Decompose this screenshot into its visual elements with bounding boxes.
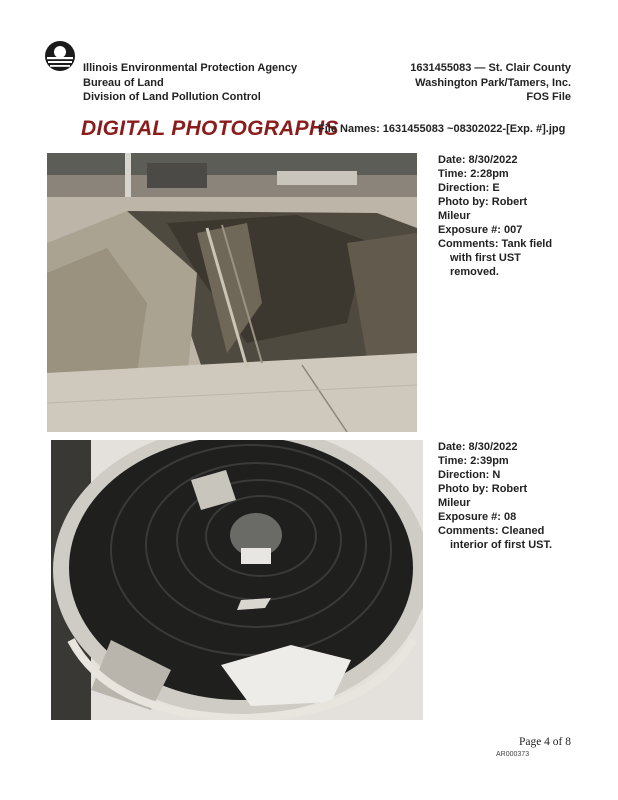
- photo-excavation: [47, 153, 417, 432]
- photo-by-name: Mileur: [438, 210, 471, 222]
- page-title: DIGITAL PHOTOGRAPHS: [81, 117, 339, 140]
- agency-logo: [44, 40, 76, 72]
- photo-comments: Comments: Cleaned: [438, 525, 545, 537]
- photo-exposure: Exposure #: 007: [438, 224, 523, 236]
- bureau-name: Bureau of Land: [83, 76, 164, 89]
- photo-comments-line: removed.: [450, 266, 499, 278]
- photo-comments-line: with first UST: [450, 252, 521, 264]
- division-name: Division of Land Pollution Control: [83, 91, 261, 103]
- photo-details-007: [438, 153, 578, 279]
- site-name: Washington Park/Tamers, Inc.: [415, 76, 571, 89]
- photo-comments: Comments: Tank field: [438, 238, 553, 250]
- photo-date: Date: 8/30/2022: [438, 441, 518, 453]
- site-id-county: 1631455083 — St. Clair County: [410, 62, 571, 74]
- document-id: AR000373: [496, 751, 530, 758]
- photo-by: Photo by: Robert: [438, 196, 528, 208]
- photo-by-name: Mileur: [438, 497, 471, 509]
- photo-time: Time: 2:28pm: [438, 168, 509, 180]
- photo-comments-line: interior of first UST.: [450, 539, 553, 551]
- site-header: [410, 61, 571, 105]
- agency-header: [83, 61, 297, 105]
- photo-tank-interior: [51, 440, 423, 720]
- photo-date: Date: 8/30/2022: [438, 154, 518, 166]
- photo-direction: Direction: E: [438, 182, 500, 194]
- photo-time: Time: 2:39pm: [438, 455, 509, 467]
- photo-by: Photo by: Robert: [438, 483, 528, 495]
- file-type: FOS File: [526, 91, 571, 103]
- file-names: File Names: 1631455083 ~08302022-[Exp. #].jpg: [318, 123, 566, 135]
- photo-details-08: [438, 440, 578, 552]
- agency-name: Illinois Environmental Protection Agency: [83, 62, 298, 74]
- page-number: Page 4 of 8: [518, 736, 571, 748]
- photo-direction: Direction: N: [438, 469, 501, 481]
- photo-exposure: Exposure #: 08: [438, 511, 517, 523]
